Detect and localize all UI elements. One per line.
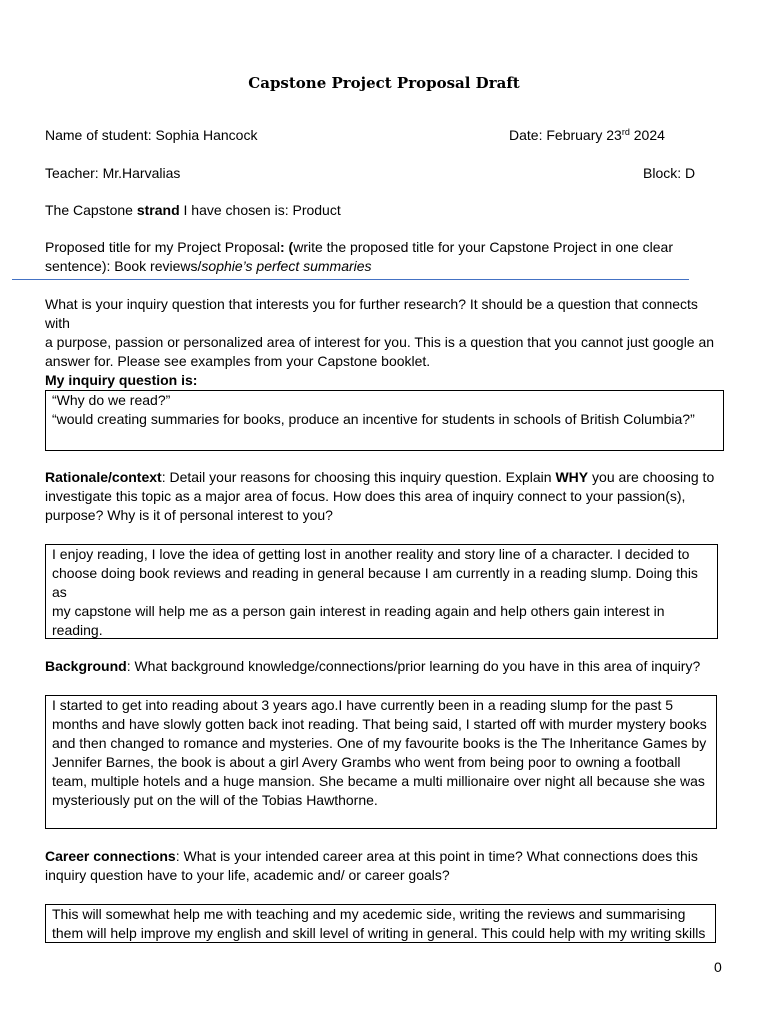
rationale-answer-line: choose doing book reviews and reading in general because I am currently in a reading slump. Doing this as (52, 565, 698, 600)
title-prompt-main: Proposed title for my Project Proposal (45, 239, 280, 255)
background-answer-box[interactable] (45, 695, 717, 829)
career-answer-box[interactable] (45, 904, 716, 943)
career-answer-line: This will somewhat help me with teaching and my acedemic side, writing the reviews and summarising (52, 906, 686, 922)
proposed-title-value: sophie’s perfect summaries (201, 258, 372, 274)
block-line (643, 164, 695, 183)
page-title: Capstone Project Proposal Draft (248, 74, 520, 92)
inquiry-prompt-line: answer for. Please see examples from your Capstone booklet. (45, 353, 431, 369)
career-prompt-first: : What is your intended career area at this point in time? What connections does this (175, 848, 698, 864)
inquiry-prompt (45, 295, 725, 390)
background-heading: Background (45, 658, 127, 674)
background-answer-line: I started to get into reading about 3 years ago.I have currently been in a reading slump for the past 5 (52, 697, 674, 713)
rationale-prompt-line: purpose? Why is it of personal interest to you? (45, 507, 333, 523)
title-prompt-colon: : ( (280, 239, 294, 255)
background-answer-line: and then changed to romance and mysteries. One of my favourite books is the The Inheritance Games by (52, 735, 707, 751)
date-year: 2024 (633, 127, 665, 143)
rationale-answer-line: my capstone will help me as a person gain interest in reading again and help others gain interest in reading. (52, 603, 665, 638)
strand-bold: strand (136, 202, 180, 218)
title-prompt-line2 (45, 257, 725, 276)
career-prompt-line: inquiry question have to your life, academic and/ or career goals? (45, 867, 450, 883)
rationale-prompt-after: you are choosing to (592, 469, 715, 485)
teacher-label: Teacher: (45, 165, 99, 181)
rationale-prompt-first: : Detail your reasons for choosing this inquiry question. Explain (161, 469, 552, 485)
rationale-prompt-line: investigate this topic as a major area of focus. How does this area of inquiry connect to your passion(s), (45, 488, 686, 504)
section-divider (12, 279, 689, 280)
rationale-why: WHY (555, 469, 589, 485)
strand-pre: The Capstone (45, 202, 133, 218)
rationale-answer-line: I enjoy reading, I love the idea of getting lost in another reality and story line of a character. I decided to (52, 546, 690, 562)
inquiry-answer-line: “Why do we read?” (52, 392, 171, 408)
inquiry-answer-box[interactable] (45, 390, 724, 451)
inquiry-prompt-line: a purpose, passion or personalized area of interest for you. This is a question that you cannot just google an (45, 334, 715, 350)
rationale-answer-box[interactable] (45, 544, 718, 639)
date-label: Date: (509, 127, 543, 143)
rationale-heading: Rationale/context (45, 469, 162, 485)
career-heading: Career connections (45, 848, 176, 864)
background-prompt-text: : What background knowledge/connections/prior learning do you have in this area of inquiry? (126, 658, 701, 674)
strand-post: I have chosen is: Product (183, 202, 341, 218)
block-label: Block: (643, 165, 682, 181)
date-line (509, 126, 665, 145)
background-prompt (45, 657, 745, 676)
title-prompt-rest: write the proposed title for your Capstone Project in one clear (293, 239, 673, 255)
background-answer-line: months and have slowly gotten back inot reading. That being said, I started off with murder mystery books (52, 716, 707, 732)
inquiry-label: My inquiry question is: (45, 372, 198, 388)
teacher-line (45, 164, 725, 183)
title-prompt (45, 238, 725, 276)
page-number: 0 (714, 959, 722, 975)
rationale-prompt (45, 468, 725, 525)
date-suffix: rd (621, 127, 630, 137)
name-label: Name of student: (45, 127, 152, 143)
career-answer-line: them will help improve my english and skill level of writing in general. This could help with my writing skills (52, 925, 706, 941)
teacher-value: Mr.Harvalias (102, 165, 181, 181)
block-value: D (685, 165, 696, 181)
title-prompt-line1 (45, 238, 725, 257)
date-value: February 23 (546, 127, 622, 143)
name-value: Sophia Hancock (155, 127, 258, 143)
background-answer-line: mysteriously put on the will of the Tobias Hawthorne. (52, 792, 378, 808)
inquiry-answer-line: “would creating summaries for books, produce an incentive for students in schools of British Columbia?” (52, 411, 695, 427)
career-prompt (45, 847, 725, 885)
strand-line (45, 201, 725, 220)
inquiry-prompt-line: What is your inquiry question that interests you for further research? It should be a question that connects with (45, 296, 698, 331)
background-answer-line: Jennifer Barnes, the book is about a girl Avery Grambs who went from being poor to owning a football (52, 754, 681, 770)
title-prompt-line2-text: sentence): Book reviews/ (45, 258, 202, 274)
background-answer-line: team, multiple hotels and a huge mansion. She became a multi millionaire over night all because she was (52, 773, 705, 789)
